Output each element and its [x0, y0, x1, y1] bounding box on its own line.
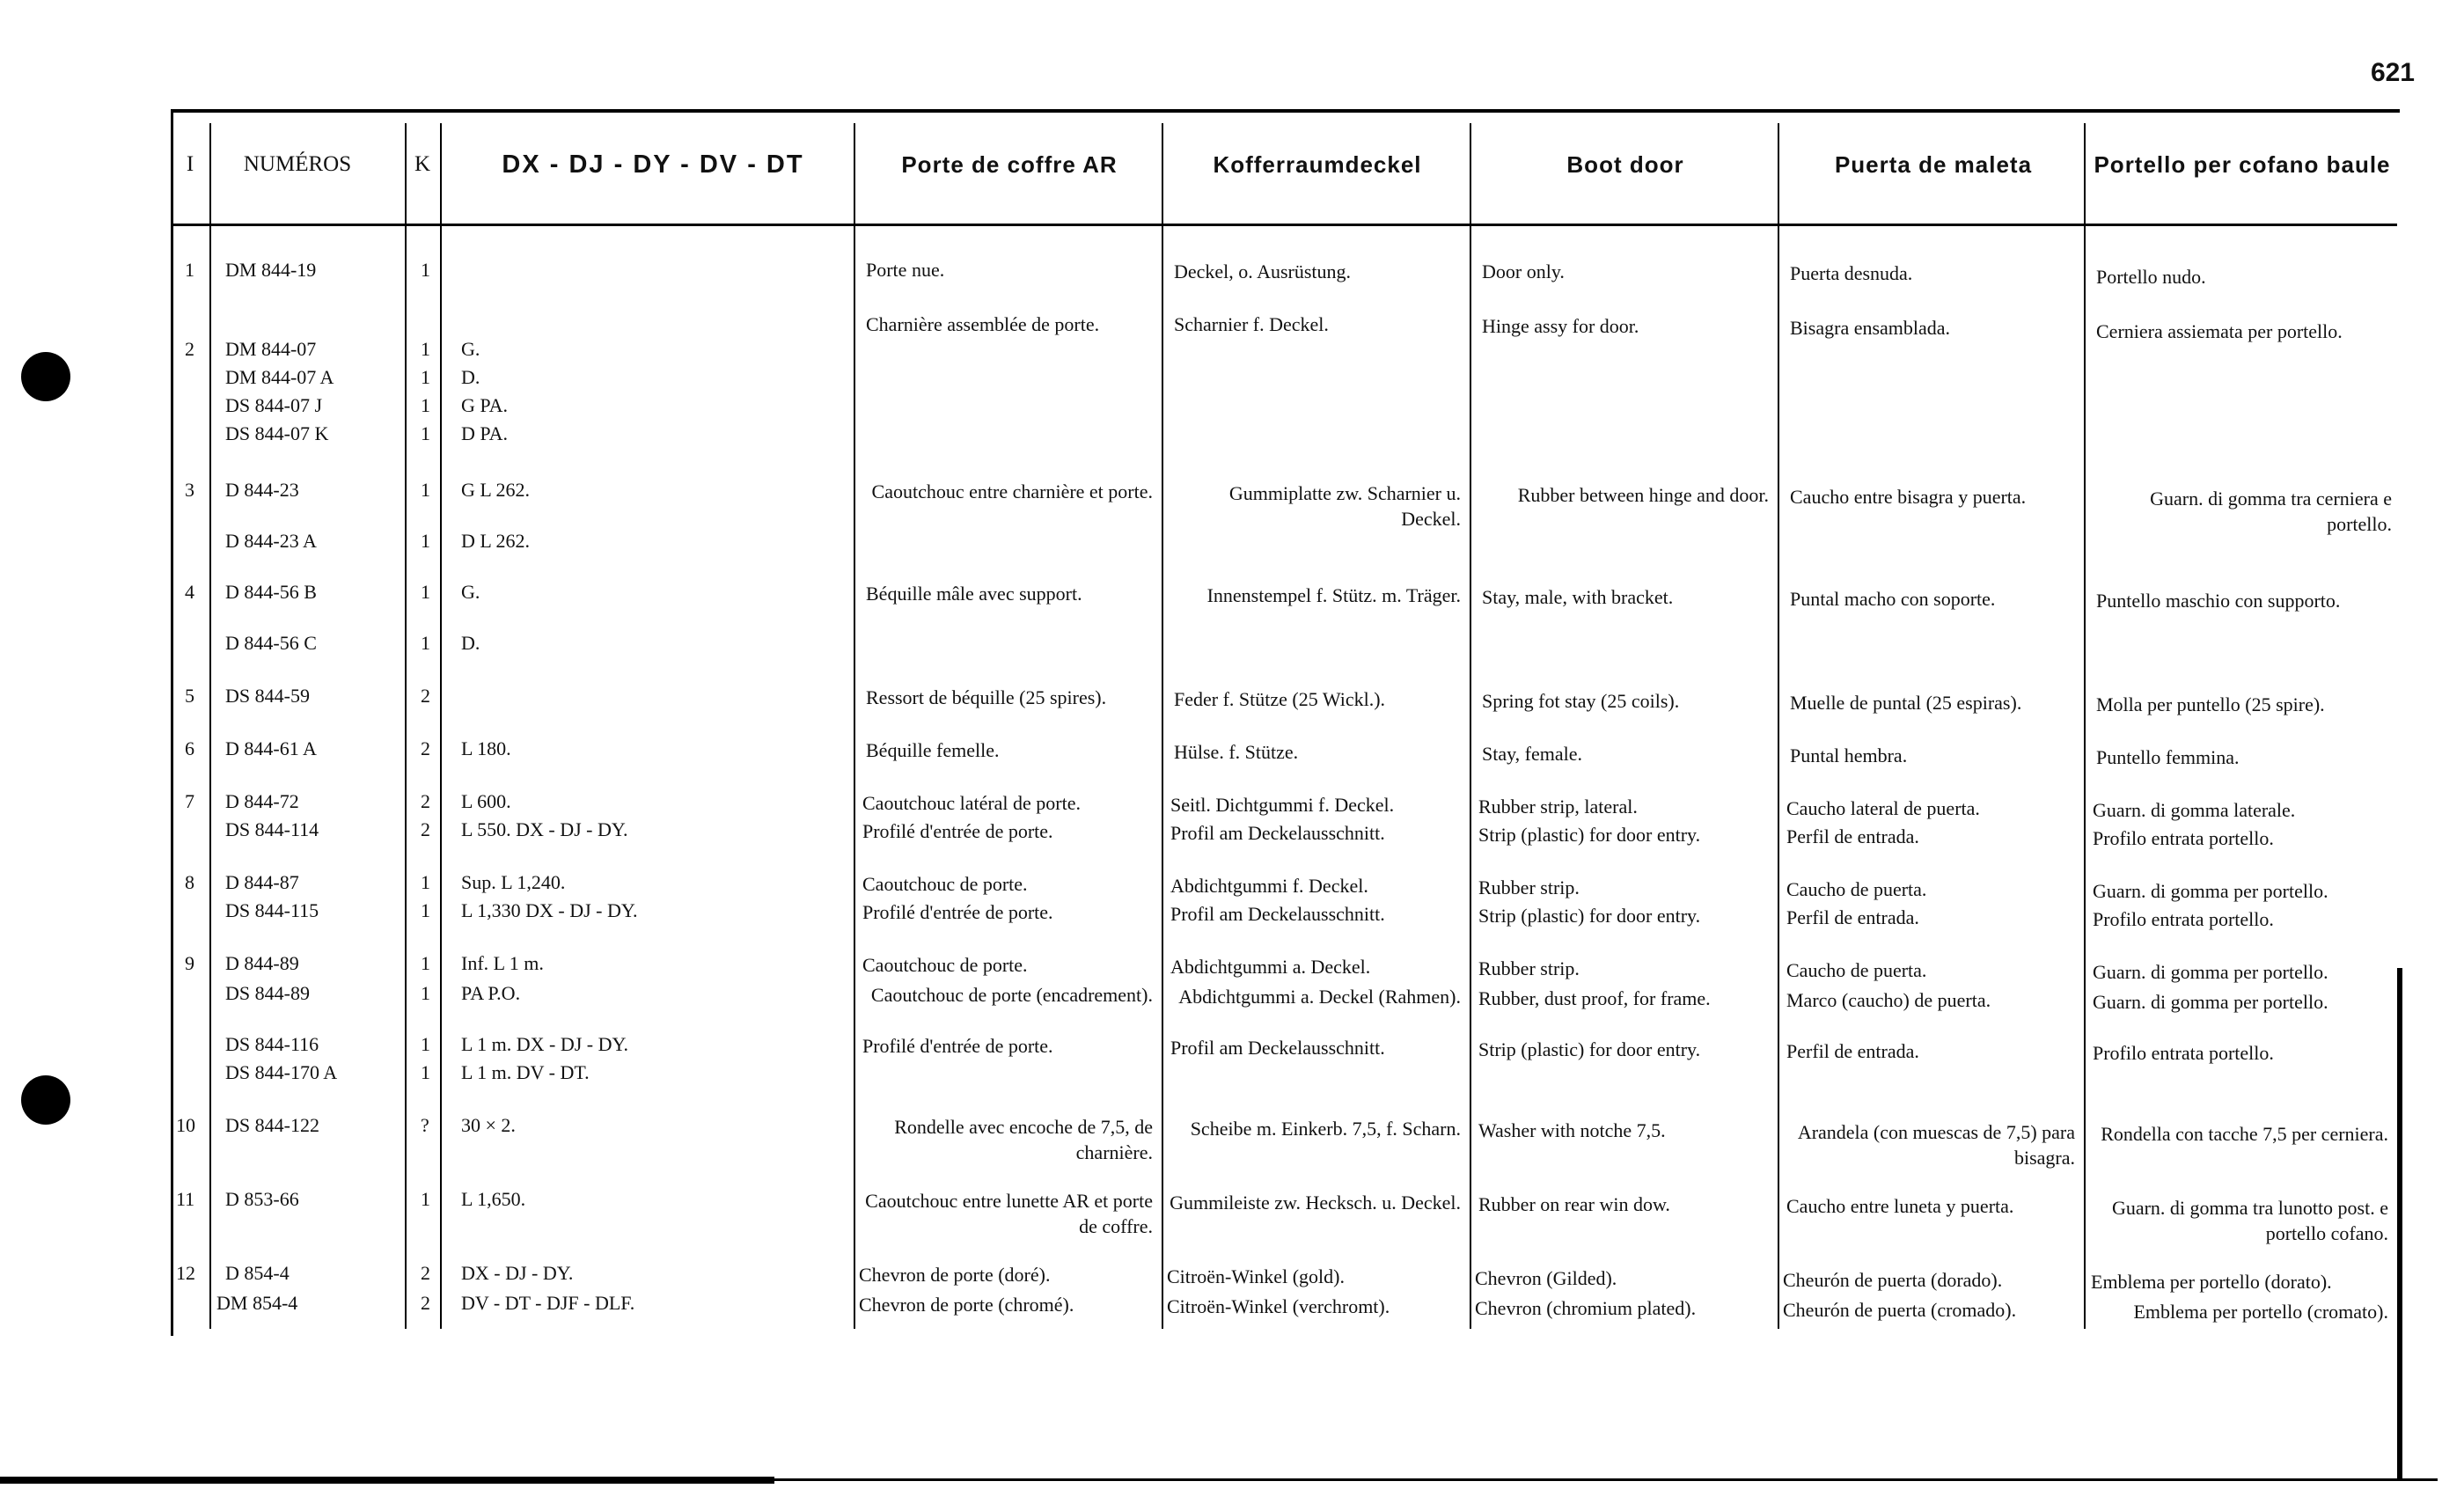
desc-spanish: Caucho entre bisagra y puerta.	[1790, 486, 2027, 508]
desc-italian: Guarn. di gomma tra lunotto post. e portello cofano.	[2111, 1197, 2388, 1244]
part-number: DS 844-89	[225, 982, 310, 1004]
part-number: D 844-23 A	[225, 530, 317, 552]
model-note: L 1,330 DX - DJ - DY.	[461, 899, 638, 921]
model-note: D.	[461, 366, 480, 388]
desc-spanish: Bisagra ensamblada.	[1790, 317, 1951, 339]
bottom-rule	[0, 1477, 774, 1484]
row-index: 11	[176, 1188, 195, 1210]
desc-english: Rubber between hinge and door.	[1517, 484, 1769, 506]
desc-german: Abdichtgummi a. Deckel (Rahmen).	[1178, 986, 1461, 1008]
quantity: 1	[421, 871, 430, 893]
desc-spanish: Caucho entre luneta y puerta.	[1786, 1195, 2014, 1217]
model-note: G PA.	[461, 394, 508, 416]
header-english: Boot door	[1566, 150, 1684, 178]
row-index: 8	[185, 871, 194, 893]
part-number: D 844-56 C	[225, 632, 317, 654]
desc-french: Béquille mâle avec support.	[866, 583, 1082, 605]
desc-english: Rubber strip.	[1478, 876, 1580, 898]
desc-french: Caoutchouc de porte (encadrement).	[870, 984, 1153, 1006]
punch-hole-bottom	[21, 1075, 70, 1125]
quantity: 1	[421, 982, 430, 1004]
desc-german: Feder f. Stütze (25 Wickl.).	[1174, 688, 1386, 710]
desc-english: Rubber, dust proof, for frame.	[1478, 987, 1711, 1009]
desc-german: Abdichtgummi f. Deckel.	[1170, 875, 1368, 897]
model-note: Sup. L 1,240.	[461, 871, 566, 893]
row-index: 9	[185, 952, 194, 974]
desc-italian: Molla per puntello (25 spire).	[2096, 693, 2325, 715]
quantity: 1	[421, 422, 430, 444]
desc-french: Caoutchouc entre charnière et porte.	[871, 480, 1153, 502]
desc-german: Scheibe m. Einkerb. 7,5, f. Scharn.	[1190, 1118, 1461, 1140]
model-note: D L 262.	[461, 530, 531, 552]
right-margin-bar	[2397, 968, 2402, 1478]
punch-hole-top	[21, 352, 70, 401]
header-italian: Portello per cofano baule	[2094, 150, 2391, 178]
desc-english: Spring fot stay (25 coils).	[1482, 690, 1680, 712]
row-index: 1	[185, 259, 194, 281]
quantity: 1	[421, 338, 430, 360]
row-index: 12	[176, 1262, 195, 1284]
desc-italian: Profilo entrata portello.	[2093, 1042, 2274, 1064]
quantity: 1	[421, 632, 430, 654]
desc-french: Caoutchouc entre lunette AR et porte de coffre.	[865, 1190, 1153, 1237]
desc-english: Strip (plastic) for door entry.	[1478, 824, 1701, 846]
quantity: 1	[421, 366, 430, 388]
desc-italian: Profilo entrata portello.	[2093, 827, 2274, 849]
quantity: 1	[421, 259, 430, 281]
header-german: Kofferraumdeckel	[1213, 150, 1422, 178]
desc-spanish: Cheurón de puerta (dorado).	[1783, 1269, 2003, 1291]
model-note: DX - DJ - DY.	[461, 1262, 574, 1284]
page-number: 621	[2370, 58, 2415, 87]
part-number: DS 844-07 K	[225, 422, 329, 444]
quantity: 1	[421, 899, 430, 921]
row-index: 7	[185, 790, 194, 812]
desc-french: Profilé d'entrée de porte.	[862, 820, 1053, 842]
desc-english: Washer with notche 7,5.	[1478, 1119, 1666, 1141]
column-divider	[1470, 123, 1471, 1329]
desc-english: Stay, male, with bracket.	[1482, 586, 1674, 608]
row-index: 4	[185, 581, 194, 603]
desc-italian: Guarn. di gomma laterale.	[2093, 799, 2296, 821]
desc-spanish: Perfil de entrada.	[1786, 906, 1919, 928]
desc-italian: Guarn. di gomma tra cerniera e portello.	[2150, 488, 2392, 535]
bottom-rule-thin	[774, 1478, 2438, 1481]
quantity: ?	[421, 1114, 429, 1136]
desc-spanish: Marco (caucho) de puerta.	[1786, 989, 1991, 1011]
desc-german: Gummileiste zw. Hecksch. u. Deckel.	[1170, 1192, 1461, 1214]
header-numeros: NUMÉROS	[243, 152, 352, 176]
quantity: 1	[421, 394, 430, 416]
desc-english: Chevron (chromium plated).	[1475, 1297, 1697, 1319]
part-number: D 844-72	[225, 790, 299, 812]
desc-spanish: Cheurón de puerta (cromado).	[1783, 1299, 2017, 1321]
desc-spanish: Muelle de puntal (25 espiras).	[1790, 692, 2022, 714]
desc-english: Stay, female.	[1482, 743, 1583, 765]
column-divider	[405, 123, 407, 1329]
part-number: DS 844-122	[225, 1114, 319, 1136]
desc-english: Rubber strip.	[1478, 957, 1580, 979]
header-k: K	[414, 152, 431, 176]
model-note: Inf. L 1 m.	[461, 952, 544, 974]
row-index: 6	[185, 737, 194, 759]
row-index: 5	[185, 685, 194, 707]
part-number: DM 844-07 A	[225, 366, 334, 388]
model-note: L 1,650.	[461, 1188, 526, 1210]
desc-english: Hinge assy for door.	[1482, 315, 1639, 337]
desc-german: Innenstempel f. Stütz. m. Träger.	[1206, 584, 1461, 606]
desc-spanish: Caucho de puerta.	[1786, 878, 1927, 900]
model-note: 30 × 2.	[461, 1114, 516, 1136]
quantity: 1	[421, 581, 430, 603]
desc-italian: Portello nudo.	[2096, 266, 2206, 288]
desc-spanish: Caucho lateral de puerta.	[1786, 797, 1980, 819]
part-number: D 844-56 B	[225, 581, 317, 603]
part-number: DM 844-07	[225, 338, 317, 360]
desc-italian: Puntello femmina.	[2096, 746, 2240, 768]
column-divider	[1162, 123, 1163, 1329]
desc-french: Caoutchouc latéral de porte.	[862, 792, 1082, 814]
header-french: Porte de coffre AR	[901, 150, 1118, 178]
desc-french: Ressort de béquille (25 spires).	[866, 686, 1107, 708]
desc-italian: Guarn. di gomma per portello.	[2093, 991, 2328, 1013]
model-note: D PA.	[461, 422, 508, 444]
model-note: L 180.	[461, 737, 511, 759]
desc-spanish: Perfil de entrada.	[1786, 1040, 1919, 1062]
desc-spanish: Arandela (con muescas de 7,5) para bisagra.	[1797, 1121, 2075, 1169]
column-divider	[854, 123, 855, 1329]
model-note: L 550. DX - DJ - DY.	[461, 818, 628, 840]
table-header	[171, 113, 2397, 226]
quantity: 2	[421, 737, 430, 759]
desc-italian: Emblema per portello (dorato).	[2091, 1271, 2332, 1293]
part-number: DM 844-19	[225, 259, 317, 281]
part-number: D 853-66	[225, 1188, 299, 1210]
model-note: D.	[461, 632, 480, 654]
desc-spanish: Perfil de entrada.	[1786, 825, 1919, 847]
model-note: G.	[461, 581, 480, 603]
desc-english: Rubber on rear win dow.	[1478, 1193, 1670, 1215]
part-number: DS 844-115	[225, 899, 319, 921]
quantity: 1	[421, 1061, 430, 1083]
desc-german: Gummiplatte zw. Scharnier u. Deckel.	[1228, 482, 1461, 530]
desc-english: Strip (plastic) for door entry.	[1478, 905, 1701, 927]
model-note: G.	[461, 338, 480, 360]
part-number: DS 844-07 J	[225, 394, 323, 416]
desc-english: Door only.	[1482, 260, 1565, 282]
column-divider	[1778, 123, 1779, 1329]
desc-italian: Guarn. di gomma per portello.	[2093, 880, 2328, 902]
part-number: D 844-89	[225, 952, 299, 974]
part-number: DS 844-170 A	[225, 1061, 338, 1083]
row-index: 2	[185, 338, 194, 360]
desc-italian: Guarn. di gomma per portello.	[2093, 961, 2328, 983]
part-number: D 854-4	[225, 1262, 290, 1284]
column-divider	[2084, 123, 2086, 1329]
desc-french: Caoutchouc de porte.	[862, 873, 1028, 895]
desc-french: Rondelle avec encoche de 7,5, de charnière.	[894, 1116, 1153, 1163]
desc-german: Abdichtgummi a. Deckel.	[1170, 956, 1371, 978]
quantity: 1	[421, 479, 430, 501]
desc-german: Scharnier f. Deckel.	[1174, 313, 1329, 335]
desc-italian: Profilo entrata portello.	[2093, 908, 2274, 930]
desc-german: Profil am Deckelausschnitt.	[1170, 903, 1385, 925]
desc-italian: Cerniera assiemata per portello.	[2096, 320, 2343, 342]
quantity: 1	[421, 530, 430, 552]
desc-italian: Emblema per portello (cromato).	[2133, 1301, 2388, 1323]
desc-german: Citroën-Winkel (verchromt).	[1167, 1295, 1390, 1317]
part-number: DS 844-116	[225, 1033, 319, 1055]
quantity: 2	[421, 685, 430, 707]
quantity: 1	[421, 1188, 430, 1210]
quantity: 2	[421, 790, 430, 812]
desc-spanish: Puntal macho con soporte.	[1790, 588, 1996, 610]
desc-french: Chevron de porte (chromé).	[859, 1294, 1074, 1316]
part-number: D 844-23	[225, 479, 299, 501]
model-note: L 1 m. DX - DJ - DY.	[461, 1033, 629, 1055]
part-number: DS 844-114	[225, 818, 319, 840]
column-divider	[209, 123, 211, 1329]
part-number: DS 844-59	[225, 685, 310, 707]
desc-english: Rubber strip, lateral.	[1478, 796, 1638, 818]
header-index: I	[186, 152, 194, 176]
desc-french: Béquille femelle.	[866, 739, 1000, 761]
desc-german: Profil am Deckelausschnitt.	[1170, 1037, 1385, 1059]
part-number: D 844-87	[225, 871, 299, 893]
desc-spanish: Puerta desnuda.	[1790, 262, 1913, 284]
desc-french: Profilé d'entrée de porte.	[862, 1035, 1053, 1057]
desc-italian: Rondella con tacche 7,5 per cerniera.	[2101, 1123, 2388, 1145]
model-note: L 600.	[461, 790, 511, 812]
model-note: L 1 m. DV - DT.	[461, 1061, 590, 1083]
part-number: DM 854-4	[216, 1292, 298, 1314]
desc-german: Hülse. f. Stütze.	[1174, 741, 1299, 763]
model-note: G L 262.	[461, 479, 531, 501]
desc-french: Porte nue.	[866, 259, 945, 281]
desc-french: Profilé d'entrée de porte.	[862, 901, 1053, 923]
quantity: 2	[421, 818, 430, 840]
quantity: 2	[421, 1262, 430, 1284]
quantity: 1	[421, 952, 430, 974]
desc-french: Charnière assemblée de porte.	[866, 313, 1100, 335]
desc-english: Strip (plastic) for door entry.	[1478, 1038, 1701, 1060]
desc-french: Chevron de porte (doré).	[859, 1264, 1051, 1286]
header-spanish: Puerta de maleta	[1834, 150, 2033, 178]
model-note: PA P.O.	[461, 982, 521, 1004]
desc-english: Chevron (Gilded).	[1475, 1267, 1617, 1289]
desc-german: Seitl. Dichtgummi f. Deckel.	[1170, 794, 1395, 816]
desc-spanish: Puntal hembra.	[1790, 744, 1908, 766]
model-note: DV - DT - DJF - DLF.	[461, 1292, 635, 1314]
row-index: 3	[185, 479, 194, 501]
desc-german: Deckel, o. Ausrüstung.	[1174, 260, 1352, 282]
desc-spanish: Caucho de puerta.	[1786, 959, 1927, 981]
desc-german: Citroën-Winkel (gold).	[1167, 1265, 1345, 1287]
desc-french: Caoutchouc de porte.	[862, 954, 1028, 976]
column-divider	[440, 123, 442, 1329]
part-number: D 844-61 A	[225, 737, 317, 759]
header-models: DX - DJ - DY - DV - DT	[502, 150, 804, 179]
row-index: 10	[176, 1114, 195, 1136]
quantity: 2	[421, 1292, 430, 1314]
desc-german: Profil am Deckelausschnitt.	[1170, 822, 1385, 844]
desc-italian: Puntello maschio con supporto.	[2096, 590, 2341, 612]
quantity: 1	[421, 1033, 430, 1055]
